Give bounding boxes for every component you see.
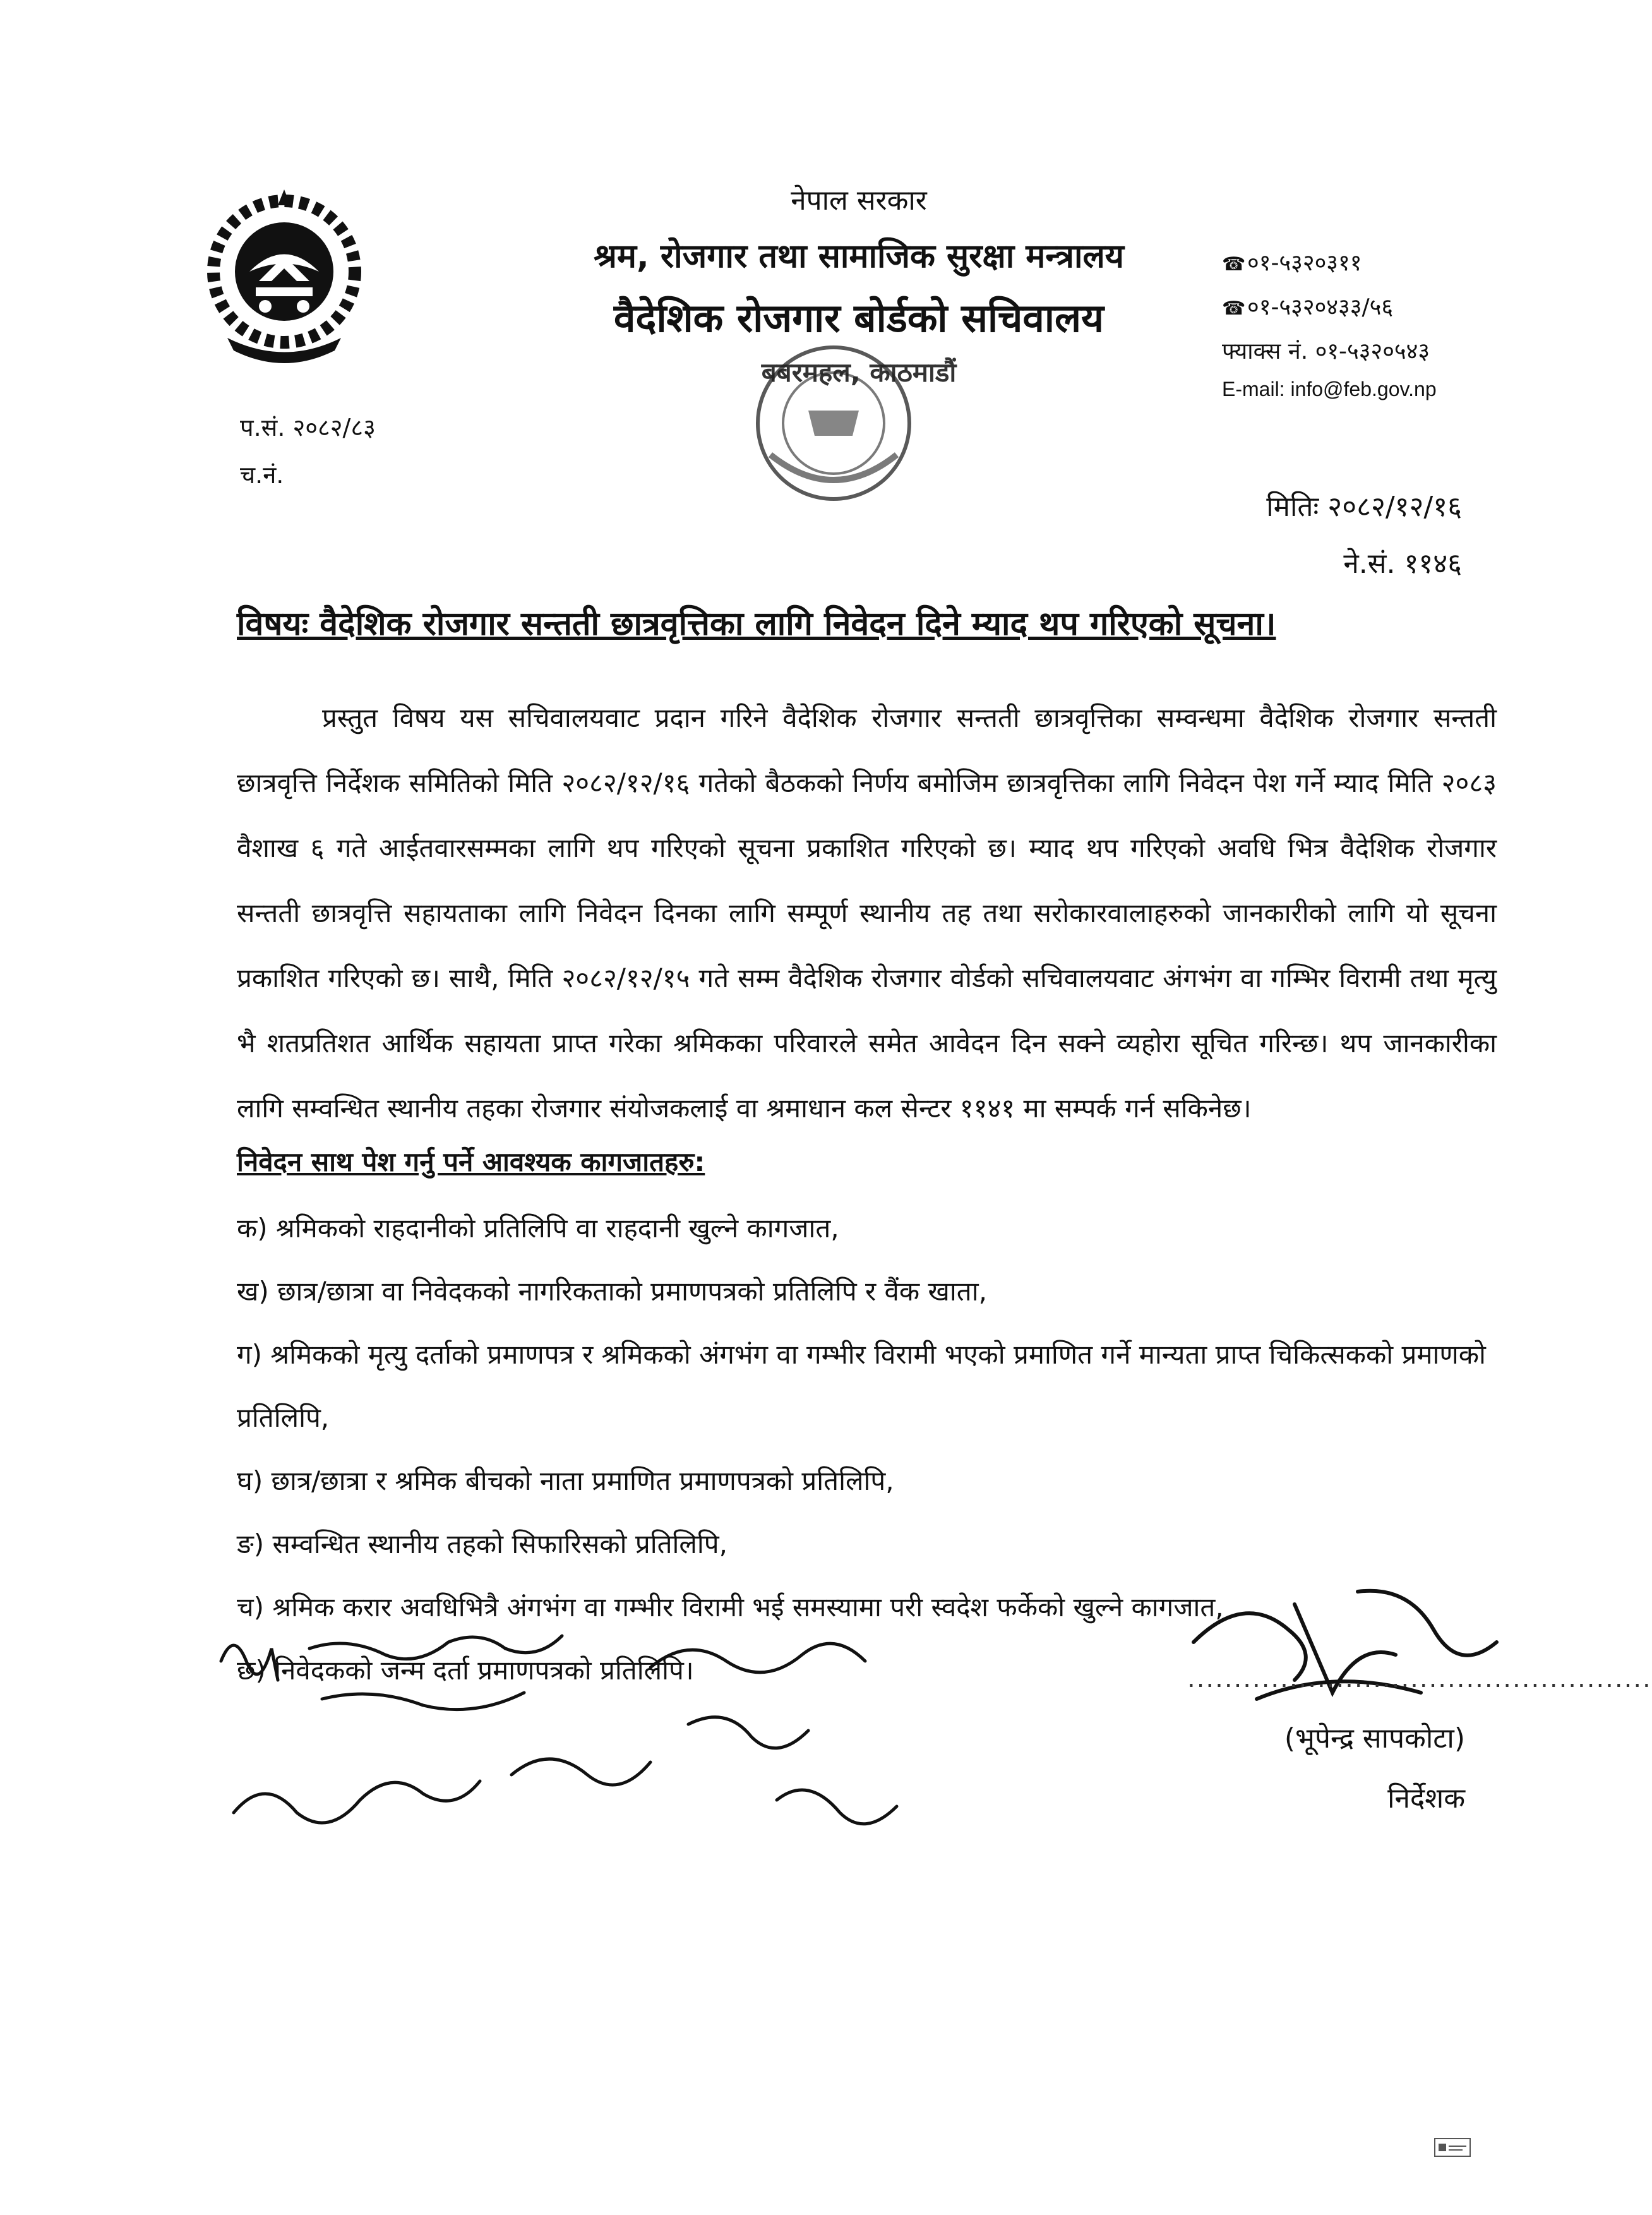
nepal-samvat-date: ने.सं. ११४६ (1343, 548, 1462, 580)
phone-icon: ☎ (1222, 253, 1246, 275)
nepal-emblem-icon (189, 177, 379, 379)
contact-phone-1 (1222, 246, 1362, 277)
office-stamp (733, 328, 935, 518)
phone-icon: ☎ (1222, 297, 1246, 320)
contact-phone-2 (1222, 291, 1393, 321)
document-item: ग) श्रमिकको मृत्यु दर्ताको प्रमाणपत्र र श्रमिकको अंगभंग वा गम्भीर विरामी भएको प्रमाणित गर्ने मान्यता प्राप्त चिकित्सकको प्रमाणको प्रतिलिपि, (237, 1339, 1486, 1433)
dispatch-number: च.नं. (240, 461, 284, 489)
director-signature (1168, 1566, 1652, 1731)
documents-heading: निवेदन साथ पेश गर्नु पर्ने आवश्यक कागजातहरु: (237, 1146, 705, 1177)
document-item: क) श्रमिकको राहदानीको प्रतिलिपि वा राहदानी खुल्ने कागजात, (237, 1213, 839, 1244)
phone-2-text: ०१-५३२०४३३/५६ (1247, 294, 1394, 320)
document-item: च) श्रमिक करार अवधिभित्रै अंगभंग वा गम्भीर विरामी भई समस्यामा परी स्वदेश फर्केको खुल्ने कागजात, (237, 1592, 1224, 1623)
camscanner-mark (1434, 2135, 1471, 2160)
handwritten-note (208, 1623, 1029, 1863)
signer-title: निर्देशक (1387, 1782, 1465, 1815)
office-location: बबरमहल, काठमाडौं (761, 357, 957, 388)
document-item: ख) छात्र/छात्रा वा निवेदकको नागरिकताको प्रमाणपत्रको प्रतिलिपि र वैंक खाता, (237, 1276, 987, 1307)
document-item: ङ) सम्वन्धित स्थानीय तहको सिफारिसको प्रतिलिपि, (237, 1528, 727, 1559)
subject-line: विषयः वैदेशिक रोजगार सन्तती छात्रवृत्तिका लागि निवेदन दिने म्याद थप गरिएको सूचना। (237, 605, 1276, 643)
office-name: वैदेशिक रोजगार बोर्डको सचिवालय (614, 295, 1104, 341)
notice-body: प्रस्तुत विषय यस सचिवालयवाट प्रदान गरिने वैदेशिक रोजगार सन्तती छात्रवृत्तिका सम्वन्धमा वैदेशिक रोजगार सन्तती छात्रवृत्ति निर्देशक समितिको मिति २०८२/१२/१६ गतेको बैठकको निर्णय बमोजिम छात्रवृत्तिका लागि निवेदन पेश गर्ने म्याद मिति २०८३ वैशाख ६ गते आईतवारसम्मका लागि थप गरिएको सूचना प्रकाशित गरिएको छ। म्याद थप गरिएको अवधि भित्र वैदेशिक रोजगार सन्तती छात्रवृत्ति सहायताका लागि निवेदन दिनका लागि सम्पूर्ण स्थानीय तह तथा सरोकारवालाहरुको जानकारीको लागि यो सूचना प्रकाशित गरिएको छ। साथै, मिति २०८२/१२/१५ गते सम्म वैदेशिक रोजगार वोर्डको सचिवालयवाट अंगभंग वा गम्भिर विरामी तथा मृत्यु भै शतप्रतिशत आर्थिक सहायता प्राप्त गरेका श्रमिकका परिवारले समेत आवेदन दिन सक्ने व्यहोरा सूचित गरिन्छ। थप जानकारीका लागि सम्वन्धित स्थानीय तहका रोजगार संयोजकलाई वा श्रमाधान कल सेन्टर ११४१ मा सम्पर्क गर्न सकिनेछ। (237, 702, 1497, 1124)
phone-1-text: ०१-५३२०३११ (1247, 250, 1362, 276)
ministry-name: श्रम, रोजगार तथा सामाजिक सुरक्षा मन्त्रालय (594, 237, 1124, 275)
contact-fax: फ्याक्स नं. ०१-५३२०५४३ (1222, 339, 1430, 364)
contact-email[interactable]: E-mail: info@feb.gov.np (1222, 378, 1437, 400)
document-item: घ) छात्र/छात्रा र श्रमिक बीचको नाता प्रमाणित प्रमाणपत्रको प्रतिलिपि, (237, 1465, 894, 1496)
document-item: छ) निवेदकको जन्म दर्ता प्रमाणपत्रको प्रतिलिपि। (237, 1655, 694, 1686)
letter-reference-number: प.सं. २०८२/८३ (240, 414, 376, 441)
letter-date: मितिः २०८२/१२/१६ (1266, 491, 1462, 523)
signature-line: .................................................. (1187, 1664, 1652, 1693)
signer-name: (भूपेन्द्र सापकोटा) (1284, 1722, 1465, 1755)
government-name: नेपाल सरकार (791, 184, 927, 217)
